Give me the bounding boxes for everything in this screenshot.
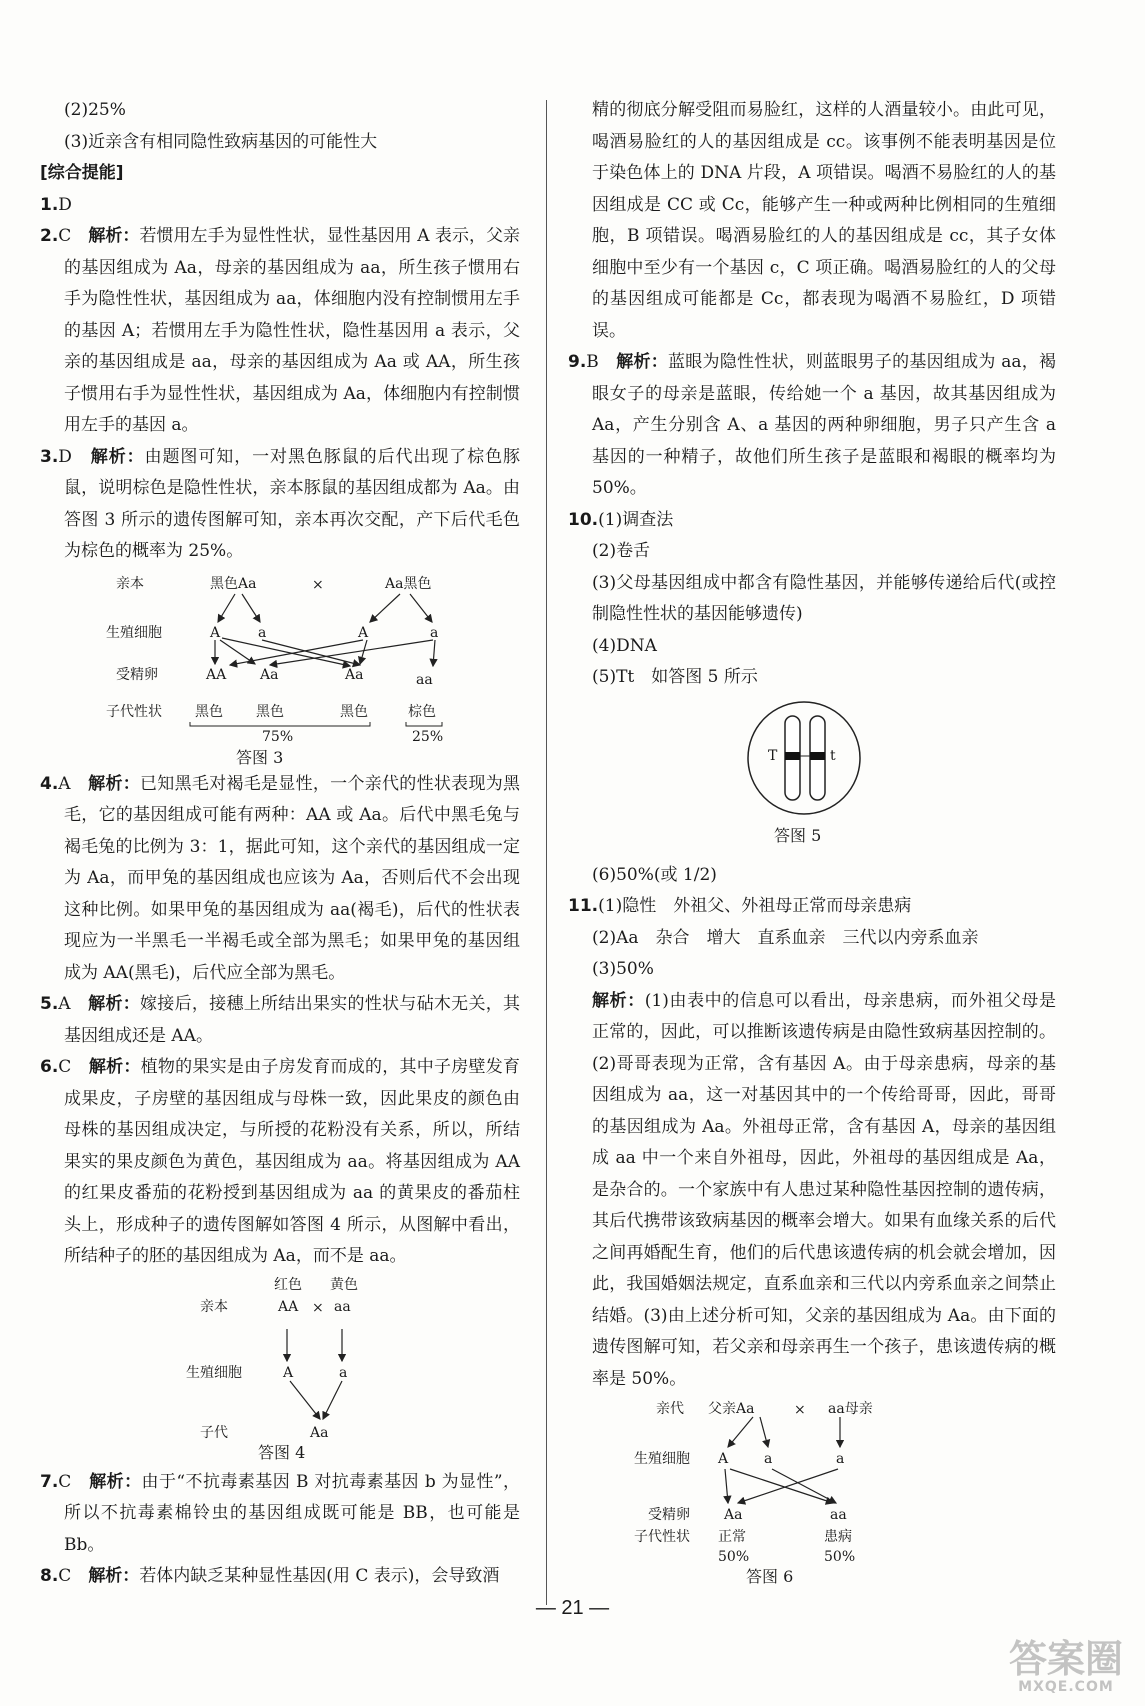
parent-2-genotype: Aa黑色 (385, 575, 432, 592)
gamete: A (283, 1364, 294, 1381)
gamete: a (258, 624, 267, 641)
answer-item: 1.D (40, 194, 72, 215)
answer-item: 6.C 解析：植物的果实是由子房发育而成的，其中子房壁发育成果皮，子房壁的基因组成与母株一致，因此果皮的颜色由母株的基因组成决定，与所授的花粉没有关系，所以，所结果实的果皮颜色为黄色，基因组成为 aa。将基因组成为 AA 的红果皮番茄的花粉授到基因组成为 aa 的黄果皮的番茄柱头上，形成种子的遗传图解如答图 4 所示，从图解中看出，所结种子的胚的基因组成为 Aa，而不是 aa。 (40, 1057, 521, 1266)
left-column (40, 95, 520, 1593)
zygote: aa (416, 671, 433, 688)
row-label-parent: 亲本 (200, 1298, 228, 1315)
gamete: a (339, 1364, 348, 1381)
answer-item: 10.(1)调查法 (568, 509, 674, 530)
offspring-trait: 黑色 (340, 703, 368, 720)
gamete: A (210, 624, 221, 641)
answer-line: (3)50% (592, 959, 654, 979)
zygote: Aa (724, 1507, 743, 1523)
answer-line: (4)DNA (592, 635, 657, 656)
answer-item: 9.B 解析：蓝眼为隐性性状，则蓝眼男子的基因组成为 aa，褐眼女子的母亲是蓝眼，传给她一个 a 基因，故其基因组成为 Aa，产生分别含 A、a 基因的两种卵细胞，男子只产生含 a 基因的一种精子，故他们所生孩子是蓝眼和褐眼的概率均为 50%。 (568, 352, 1056, 498)
section-heading: [综合提能] (40, 163, 124, 183)
figure-6-arrows (568, 1399, 1056, 1589)
parent-2-genotype: aa (334, 1298, 351, 1315)
offspring-trait: 棕色 (408, 703, 436, 720)
father-genotype: 父亲Aa (708, 1401, 755, 1417)
answer-item: 5.A 解析：嫁接后，接穗上所结出果实的性状与砧木无关，其基因组成还是 AA。 (40, 994, 521, 1046)
gamete: a (836, 1451, 845, 1467)
zygote: Aa (345, 666, 364, 683)
row-label-trait: 子代性状 (106, 703, 162, 720)
parent-1-genotype: AA (278, 1298, 299, 1315)
figure-3-genetic-diagram (40, 574, 520, 769)
zygote: AA (206, 666, 227, 683)
gamete: a (764, 1451, 773, 1467)
gene-label-t: t (830, 747, 836, 764)
answer-item: 4.A 解析：已知黑毛对褐毛是显性，一个亲代的性状表现为黑毛，它的基因组成可能有两种：AA 或 Aa。后代中黑毛兔与褐毛兔的比例为 3：1，据此可知，这个亲代的基因组成一定为 Aa，而甲兔的基因组成也应该为 Aa，否则后代不会出现这种比例。如果甲兔的基因组成为 aa(褐毛)，后代的性状表现应为一半黑毛一半褐毛或全部为黑毛；如果甲兔的基因组成为 AA(黑毛)，后代应全部为黑毛。 (40, 773, 521, 983)
row-label-parent: 亲本 (116, 575, 144, 592)
gamete: a (430, 624, 439, 641)
gene-label-T: T (768, 747, 778, 764)
cross-symbol: × (312, 1299, 324, 1316)
row-label-zygote: 受精卵 (116, 666, 158, 683)
answer-line: (3)近亲含有相同隐性致病基因的可能性大 (64, 131, 378, 152)
percent-label: 25% (412, 728, 444, 745)
percent-label: 50% (824, 1549, 856, 1565)
answer-line: (2)25% (64, 100, 126, 120)
offspring-trait: 黑色 (195, 703, 223, 720)
mother-genotype: aa母亲 (828, 1401, 873, 1417)
answer-item: 7.C 解析：由于“不抗毒素基因 B 对抗毒素基因 b 为显性”，所以不抗毒素棉铃虫的基因组成既可能是 BB，也可能是 Bb。 (40, 1471, 521, 1555)
analysis-paragraph: 解析：(1)由表中的信息可以看出，母亲患病，而外祖父母是正常的，因此，可以推断该遗传病是由隐性致病基因控制的。(2)哥哥表现为正常，含有基因 A。由于母亲患病，母亲的基因组成为 aa，这一对基因其中的一个传给哥哥，因此，哥哥的基因组成为 Aa。外祖母正常，含有基因 A，母亲的基因组成 aa 中一个来自外祖母，因此，外祖母的基因组成是 Aa，是杂合的。一个家族中有人患过某种隐性基因控制的遗传病，其后代携带该致病基因的概率会增大。如果有血缘关系的后代之间再婚配生育，他们的后代患该遗传病的机会就会增加，因此，我国婚姻法规定，直系血亲和三代以内旁系血亲之间禁止结婚。(3)由上述分析可知，父亲的基因组成为 Aa。由下面的遗传图解可知，若父亲和母亲再生一个孩子，患该遗传病的概率是 50%。 (592, 990, 1056, 1389)
answer-item: 3.D 解析：由题图可知，一对黑色豚鼠的后代出现了棕色豚鼠，说明棕色是隐性性状，亲本豚鼠的基因组成都为 Aa。由答图 3 所示的遗传图解可知，亲本再次交配，产下后代毛色为棕色的概率为 25%。 (40, 446, 521, 561)
row-label-trait: 子代性状 (634, 1529, 690, 1545)
parent-1-genotype: 黑色Aa (210, 575, 257, 592)
row-label-gamete: 生殖细胞 (186, 1364, 242, 1381)
figure-6-genetic-diagram (568, 1399, 1056, 1589)
offspring-trait: 患病 (824, 1529, 852, 1545)
trait-red: 红色 (274, 1276, 302, 1293)
zygote: aa (830, 1507, 847, 1523)
child-genotype: Aa (310, 1424, 329, 1441)
gamete: A (358, 624, 369, 641)
figure-5-chromosome-diagram (568, 698, 1056, 860)
row-label-parent: 亲代 (656, 1401, 684, 1417)
offspring-trait: 正常 (718, 1529, 746, 1545)
trait-yellow: 黄色 (330, 1276, 358, 1293)
column-divider (546, 100, 547, 1605)
figure-caption: 答图 6 (746, 1567, 794, 1586)
answer-continuation: 精的彻底分解受阻而易脸红，这样的人酒量较小。由此可见，喝酒易脸红的人的基因组成是 cc。该事例不能表明基因是位于染色体上的 DNA 片段，A 项错误。喝酒不易脸红的人的基因组成是 CC 或 Cc，能够产生一种或两种比例相同的生殖细胞，B 项错误。喝酒易脸红的人的基因组成是 cc，其子女体细胞中至少有一个基因 c，C 项正确。喝酒易脸红的人的父母的基因组成可能都是 Cc，都表现为喝酒不易脸红，D 项错误。 (592, 100, 1056, 341)
cross-symbol: × (312, 576, 324, 593)
row-label-gamete: 生殖细胞 (106, 624, 162, 641)
offspring-trait: 黑色 (256, 703, 284, 720)
row-label-child: 子代 (200, 1424, 228, 1441)
page-number: — 21 — (535, 1597, 610, 1619)
watermark-logo: 答案圈 MXQE.COM (1008, 1637, 1123, 1695)
answer-line: (2)卷舌 (592, 541, 651, 561)
figure-caption: 答图 5 (774, 825, 822, 845)
gamete: A (718, 1451, 729, 1467)
zygote: Aa (260, 666, 279, 683)
answer-line: (2)Aa 杂合 增大 直系血亲 三代以内旁系血亲 (592, 927, 979, 948)
row-label-gamete: 生殖细胞 (634, 1451, 690, 1467)
answer-line: (5)Tt 如答图 5 所示 (592, 667, 758, 687)
answer-item: 8.C 解析：若体内缺乏某种显性基因(用 C 表示)，会导致酒 (40, 1566, 500, 1586)
figure-caption: 答图 4 (258, 1442, 306, 1462)
cross-symbol: × (794, 1402, 806, 1418)
answer-line: (3)父母基因组成中都含有隐性基因，并能够传递给后代(或控制隐性性状的基因能够遗传) (592, 572, 1056, 624)
percent-label: 75% (262, 728, 294, 745)
answer-item: 11.(1)隐性 外祖父、外祖母正常而母亲患病 (568, 896, 912, 916)
answer-item: 2.C 解析：若惯用左手为显性性状，显性基因用 A 表示，父亲的基因组成为 Aa，母亲的基因组成为 aa，所生孩子惯用右手为隐性性状，基因组成为 aa，体细胞内没有控制惯用左手的基因 A；若惯用左手为隐性性状，隐性基因用 a 表示，父亲的基因组成是 aa，母亲的基因组成为 Aa 或 AA，所生孩子惯用右手为显性性状，基因组成为 Aa，体细胞内有控制惯用左手的基因 a。 (40, 226, 521, 435)
row-label-zygote: 受精卵 (648, 1507, 690, 1523)
figure-4-genetic-diagram (40, 1277, 520, 1467)
answer-line: (6)50%(或 1/2) (592, 864, 717, 885)
figure-caption: 答图 3 (236, 747, 284, 767)
right-column (568, 95, 1056, 1589)
percent-label: 50% (718, 1549, 750, 1565)
